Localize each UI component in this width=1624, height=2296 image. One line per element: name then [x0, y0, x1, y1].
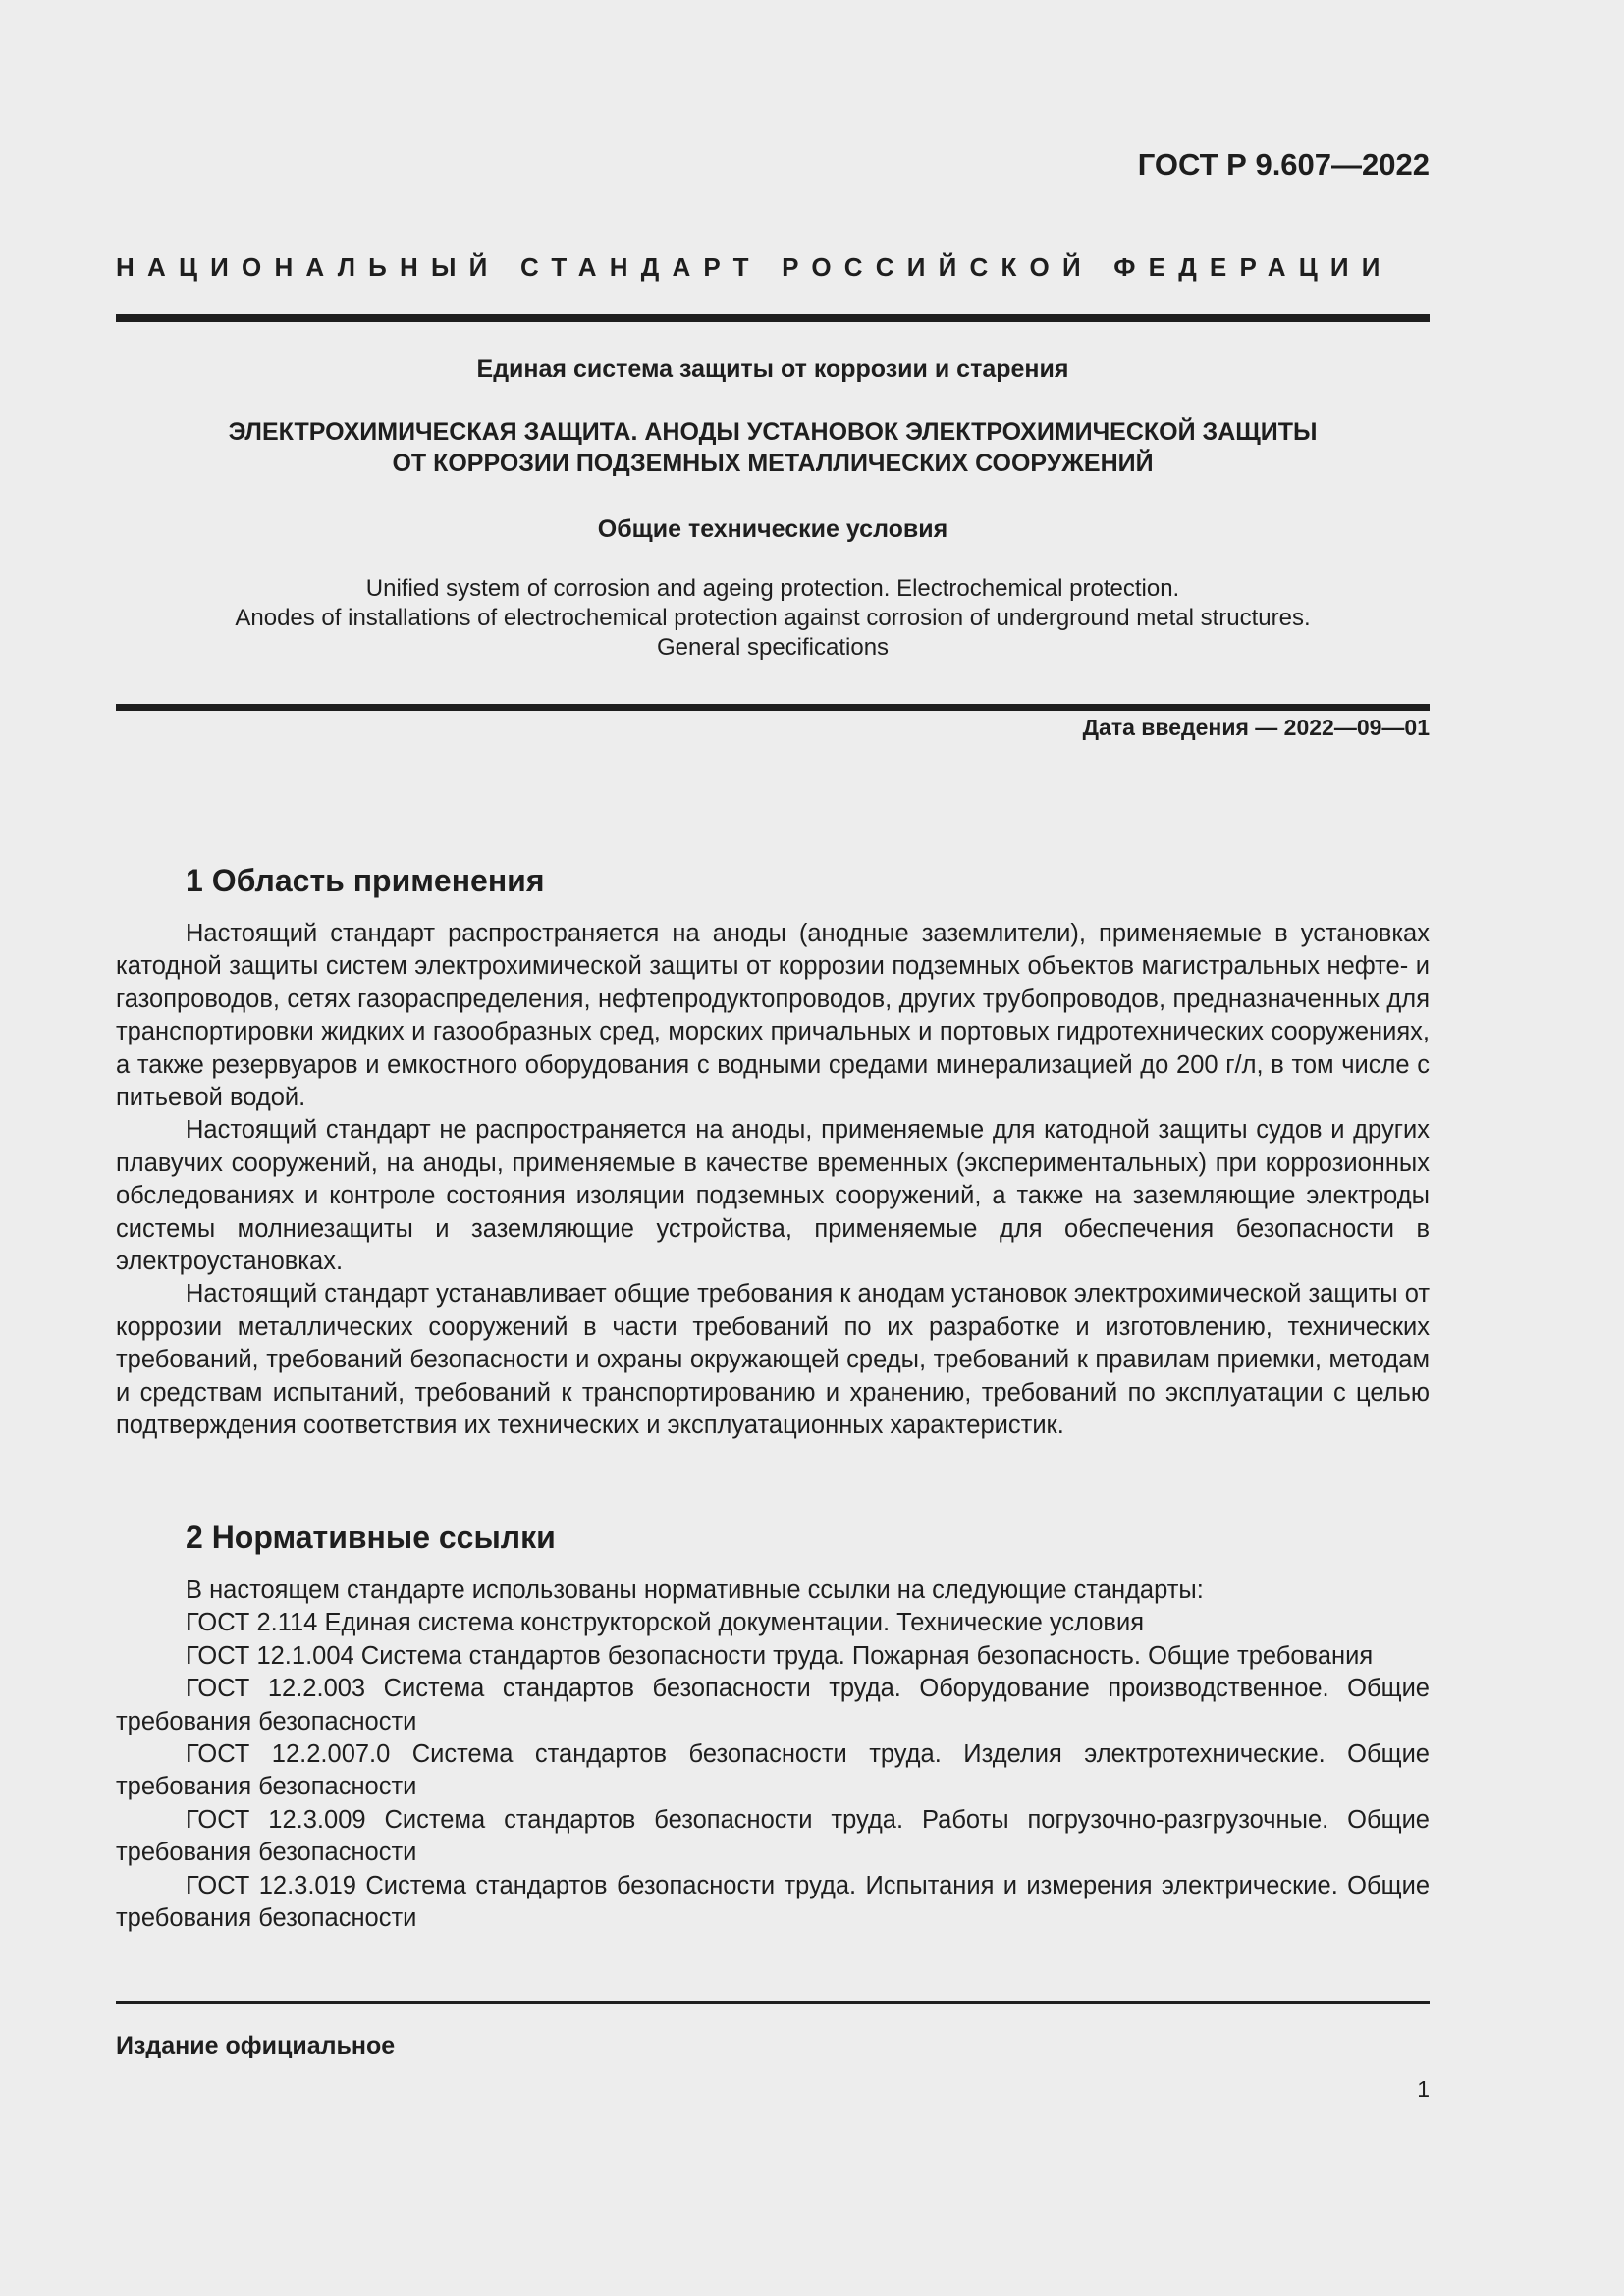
standard-series-title: НАЦИОНАЛЬНЫЙ СТАНДАРТ РОССИЙСКОЙ ФЕДЕРАЦИИ	[116, 252, 1393, 282]
reference-item: ГОСТ 12.3.019 Система стандартов безопасности труда. Испытания и измерения электрические. Общие требования безопасности	[116, 1871, 1430, 1933]
footer-rule	[116, 2001, 1430, 2004]
english-title-line: General specifications	[656, 634, 890, 661]
page-number: 1	[1417, 2076, 1430, 2102]
reference-item: ГОСТ 12.2.003 Система стандартов безопасности труда. Оборудование производственное. Общие требования безопасности	[116, 1675, 1430, 1735]
top-rule	[116, 314, 1430, 322]
section-heading: 1 Область применения	[186, 863, 545, 898]
introduction-date: Дата введения — 2022—09—01	[1082, 715, 1430, 740]
section-heading: 2 Нормативные ссылки	[186, 1520, 556, 1555]
document-subtitle: Общие технические условия	[597, 515, 948, 543]
reference-item: ГОСТ 12.1.004 Система стандартов безопасности труда. Пожарная безопасность. Общие требования	[186, 1641, 1374, 1670]
document-title	[116, 416, 1430, 479]
english-title-line: Anodes of installations of electrochemical protection against corrosion of underground metal structures.	[235, 605, 1311, 631]
english-title	[116, 574, 1430, 663]
edition-label: Издание официальное	[116, 2032, 396, 2059]
document-number: ГОСТ Р 9.607—2022	[1137, 147, 1430, 182]
title-line: ЭЛЕКТРОХИМИЧЕСКАЯ ЗАЩИТА. АНОДЫ УСТАНОВОК ЭЛЕКТРОХИМИЧЕСКОЙ ЗАЩИТЫ	[228, 418, 1318, 446]
reference-item: ГОСТ 12.3.009 Система стандартов безопасности труда. Работы погрузочно-разгрузочные. Общие требования безопасности	[116, 1805, 1430, 1867]
paragraph: В настоящем стандарте использованы нормативные ссылки на следующие стандарты:	[186, 1576, 1204, 1604]
reference-item: ГОСТ 12.2.007.0 Система стандартов безопасности труда. Изделия электротехнические. Общие требования безопасности	[116, 1740, 1430, 1801]
english-title-line: Unified system of corrosion and ageing protection. Electrochemical protection.	[365, 575, 1180, 602]
system-title: Единая система защиты от коррозии и старения	[476, 355, 1069, 383]
paragraph: Настоящий стандарт устанавливает общие требования к анодам установок электрохимической защиты от коррозии металлических сооружений в части требований по их разработке и изготовлению, технических требований, требований безопасности и охраны окружающей среды, требований к правилам приемки, методам и средствам испытаний, требований к транспортированию и хранению, требований по эксплуатации с целью подтверждения соответствия их технических и эксплуатационных характеристик.	[116, 1280, 1430, 1440]
paragraph: Настоящий стандарт распространяется на аноды (анодные заземлители), применяемые в установках катодной защиты систем электрохимической защиты от коррозии подземных объектов магистральных нефте- и газопроводов, сетях газораспределения, нефтепродуктопроводов, других трубопроводов, предназначенных для транспортировки жидких и газообразных сред, морских причальных и портовых гидротехнических сооружениях, а также резервуаров и емкостного оборудования с водными средами минерализацией до 200 г/л, в том числе с питьевой водой.	[116, 920, 1430, 1112]
reference-item: ГОСТ 2.114 Единая система конструкторской документации. Технические условия	[186, 1609, 1145, 1637]
section-normative-references	[116, 1518, 1430, 1935]
title-line: ОТ КОРРОЗИИ ПОДЗЕМНЫХ МЕТАЛЛИЧЕСКИХ СООРУЖЕНИЙ	[392, 450, 1154, 477]
middle-rule	[116, 704, 1430, 711]
paragraph: Настоящий стандарт не распространяется на аноды, применяемые для катодной защиты судов и других плавучих сооружений, на аноды, применяемые в качестве временных (экспериментальных) при коррозионных обследованиях и контроле состояния изоляции подземных сооружений, а также на заземляющие электроды системы молниезащиты и заземляющие устройства, применяемые для обеспечения безопасности в электроустановках.	[116, 1116, 1430, 1276]
section-scope	[116, 861, 1430, 1443]
